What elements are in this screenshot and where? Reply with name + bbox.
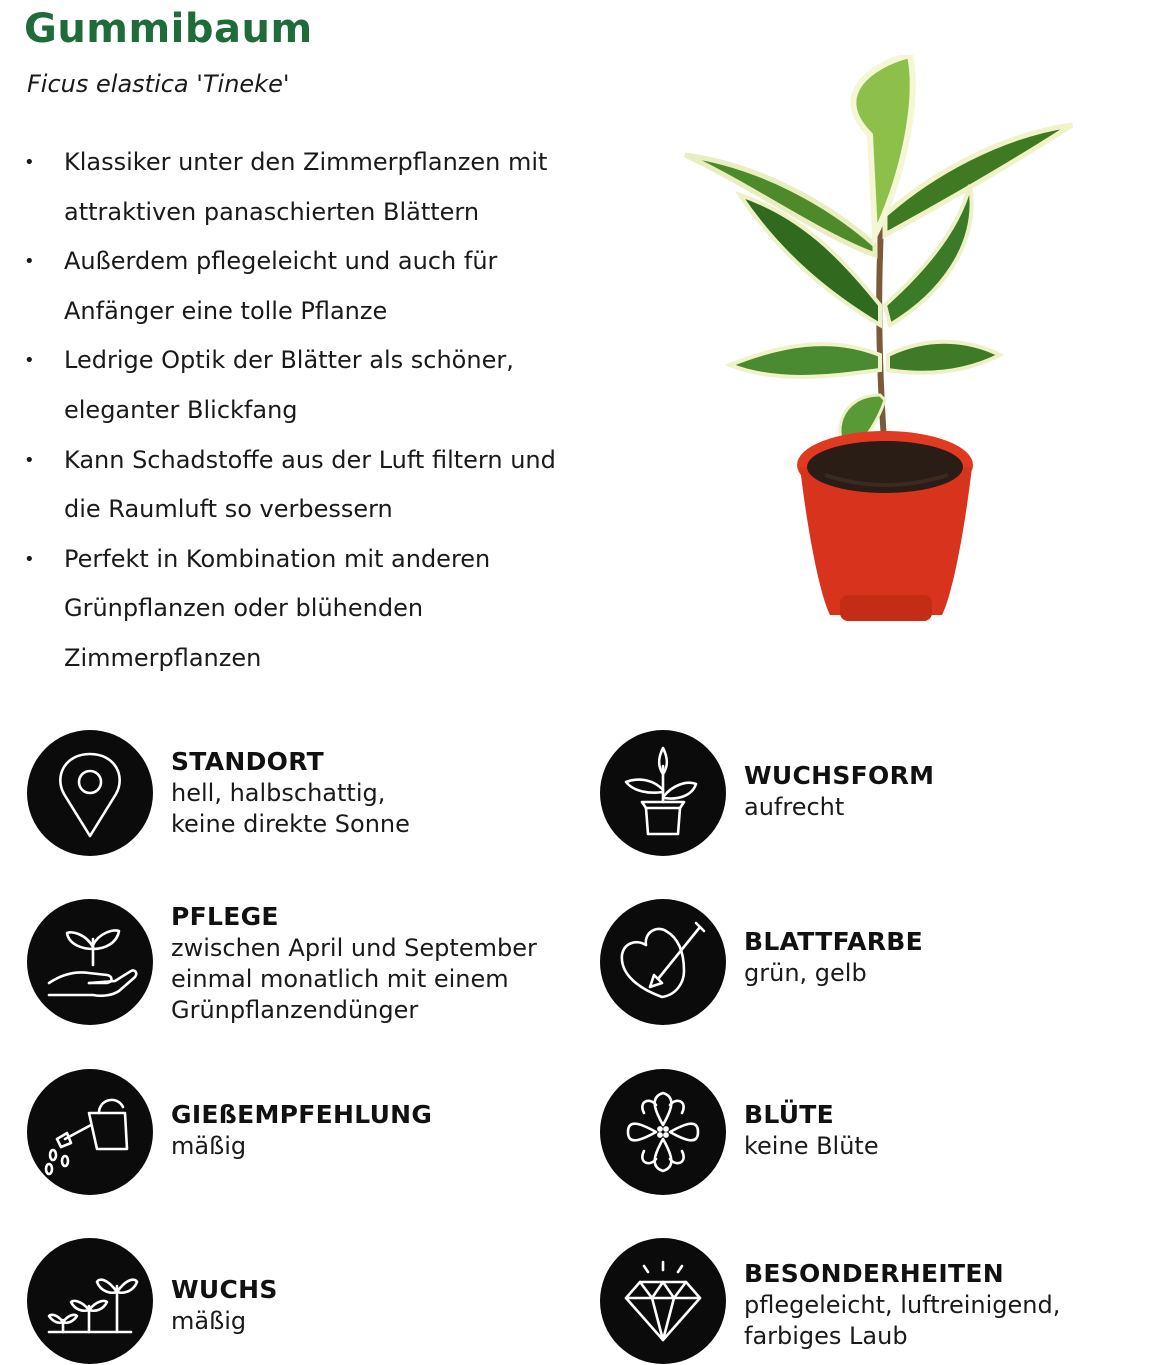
bullet-item: • Kann Schadstoffe aus der Luft filtern und die Raumluft so verbessern: [20, 436, 580, 535]
feature-heading: BLATTFARBE: [744, 927, 924, 956]
flower-pot: [797, 431, 973, 621]
feature-heading: BLÜTE: [744, 1100, 835, 1129]
feature-heading: STANDORT: [171, 747, 324, 776]
feature-heading: WUCHSFORM: [744, 761, 935, 790]
feature-heading: WUCHS: [171, 1275, 278, 1304]
feature-heading: PFLEGE: [171, 902, 279, 931]
bullet-item: • Klassiker unter den Zimmerpflanzen mit attraktiven panaschierten Blättern: [20, 138, 580, 237]
plant-photo: [680, 55, 1075, 630]
flower-icon: [600, 1069, 726, 1195]
feature-value: zwischen April und September einmal monatlich mit einem Grünpflanzendünger: [171, 934, 537, 1024]
feature-value: keine Blüte: [744, 1132, 879, 1160]
leaf: [885, 125, 1072, 235]
botanical-name: Ficus elastica 'Tineke': [27, 70, 290, 98]
seedlings-growth-icon: [27, 1238, 153, 1364]
bullet-item: • Ledrige Optik der Blätter als schöner, eleganter Blickfang: [20, 336, 580, 435]
potted-plant-icon: [600, 730, 726, 856]
feature-value: aufrecht: [744, 793, 845, 821]
feature-bullet-list: [20, 138, 580, 684]
leaf: [730, 344, 880, 377]
product-title: Gummibaum: [24, 6, 313, 52]
bullet-item: • Außerdem pflegeleicht und auch für Anfänger eine tolle Pflanze: [20, 237, 580, 336]
bullet-item: • Perfekt in Kombination mit anderen Grünpflanzen oder blühenden Zimmerpflanzen: [20, 535, 580, 684]
feature-heading: GIEßEMPFEHLUNG: [171, 1100, 433, 1129]
feature-value: hell, halbschattig, keine direkte Sonne: [171, 779, 410, 838]
plant-in-hand-icon: [27, 899, 153, 1025]
feature-value: grün, gelb: [744, 959, 867, 987]
location-pin-icon: [27, 730, 153, 856]
feature-value: mäßig: [171, 1132, 247, 1160]
leaf-paintbrush-icon: [600, 899, 726, 1025]
watering-can-icon: [27, 1069, 153, 1195]
leaf: [888, 342, 1000, 373]
feature-value: pflegeleicht, luftreinigend, farbiges Laub: [744, 1291, 1061, 1350]
feature-value: mäßig: [171, 1307, 247, 1335]
feature-heading: BESONDERHEITEN: [744, 1259, 1004, 1288]
diamond-icon: [600, 1238, 726, 1364]
